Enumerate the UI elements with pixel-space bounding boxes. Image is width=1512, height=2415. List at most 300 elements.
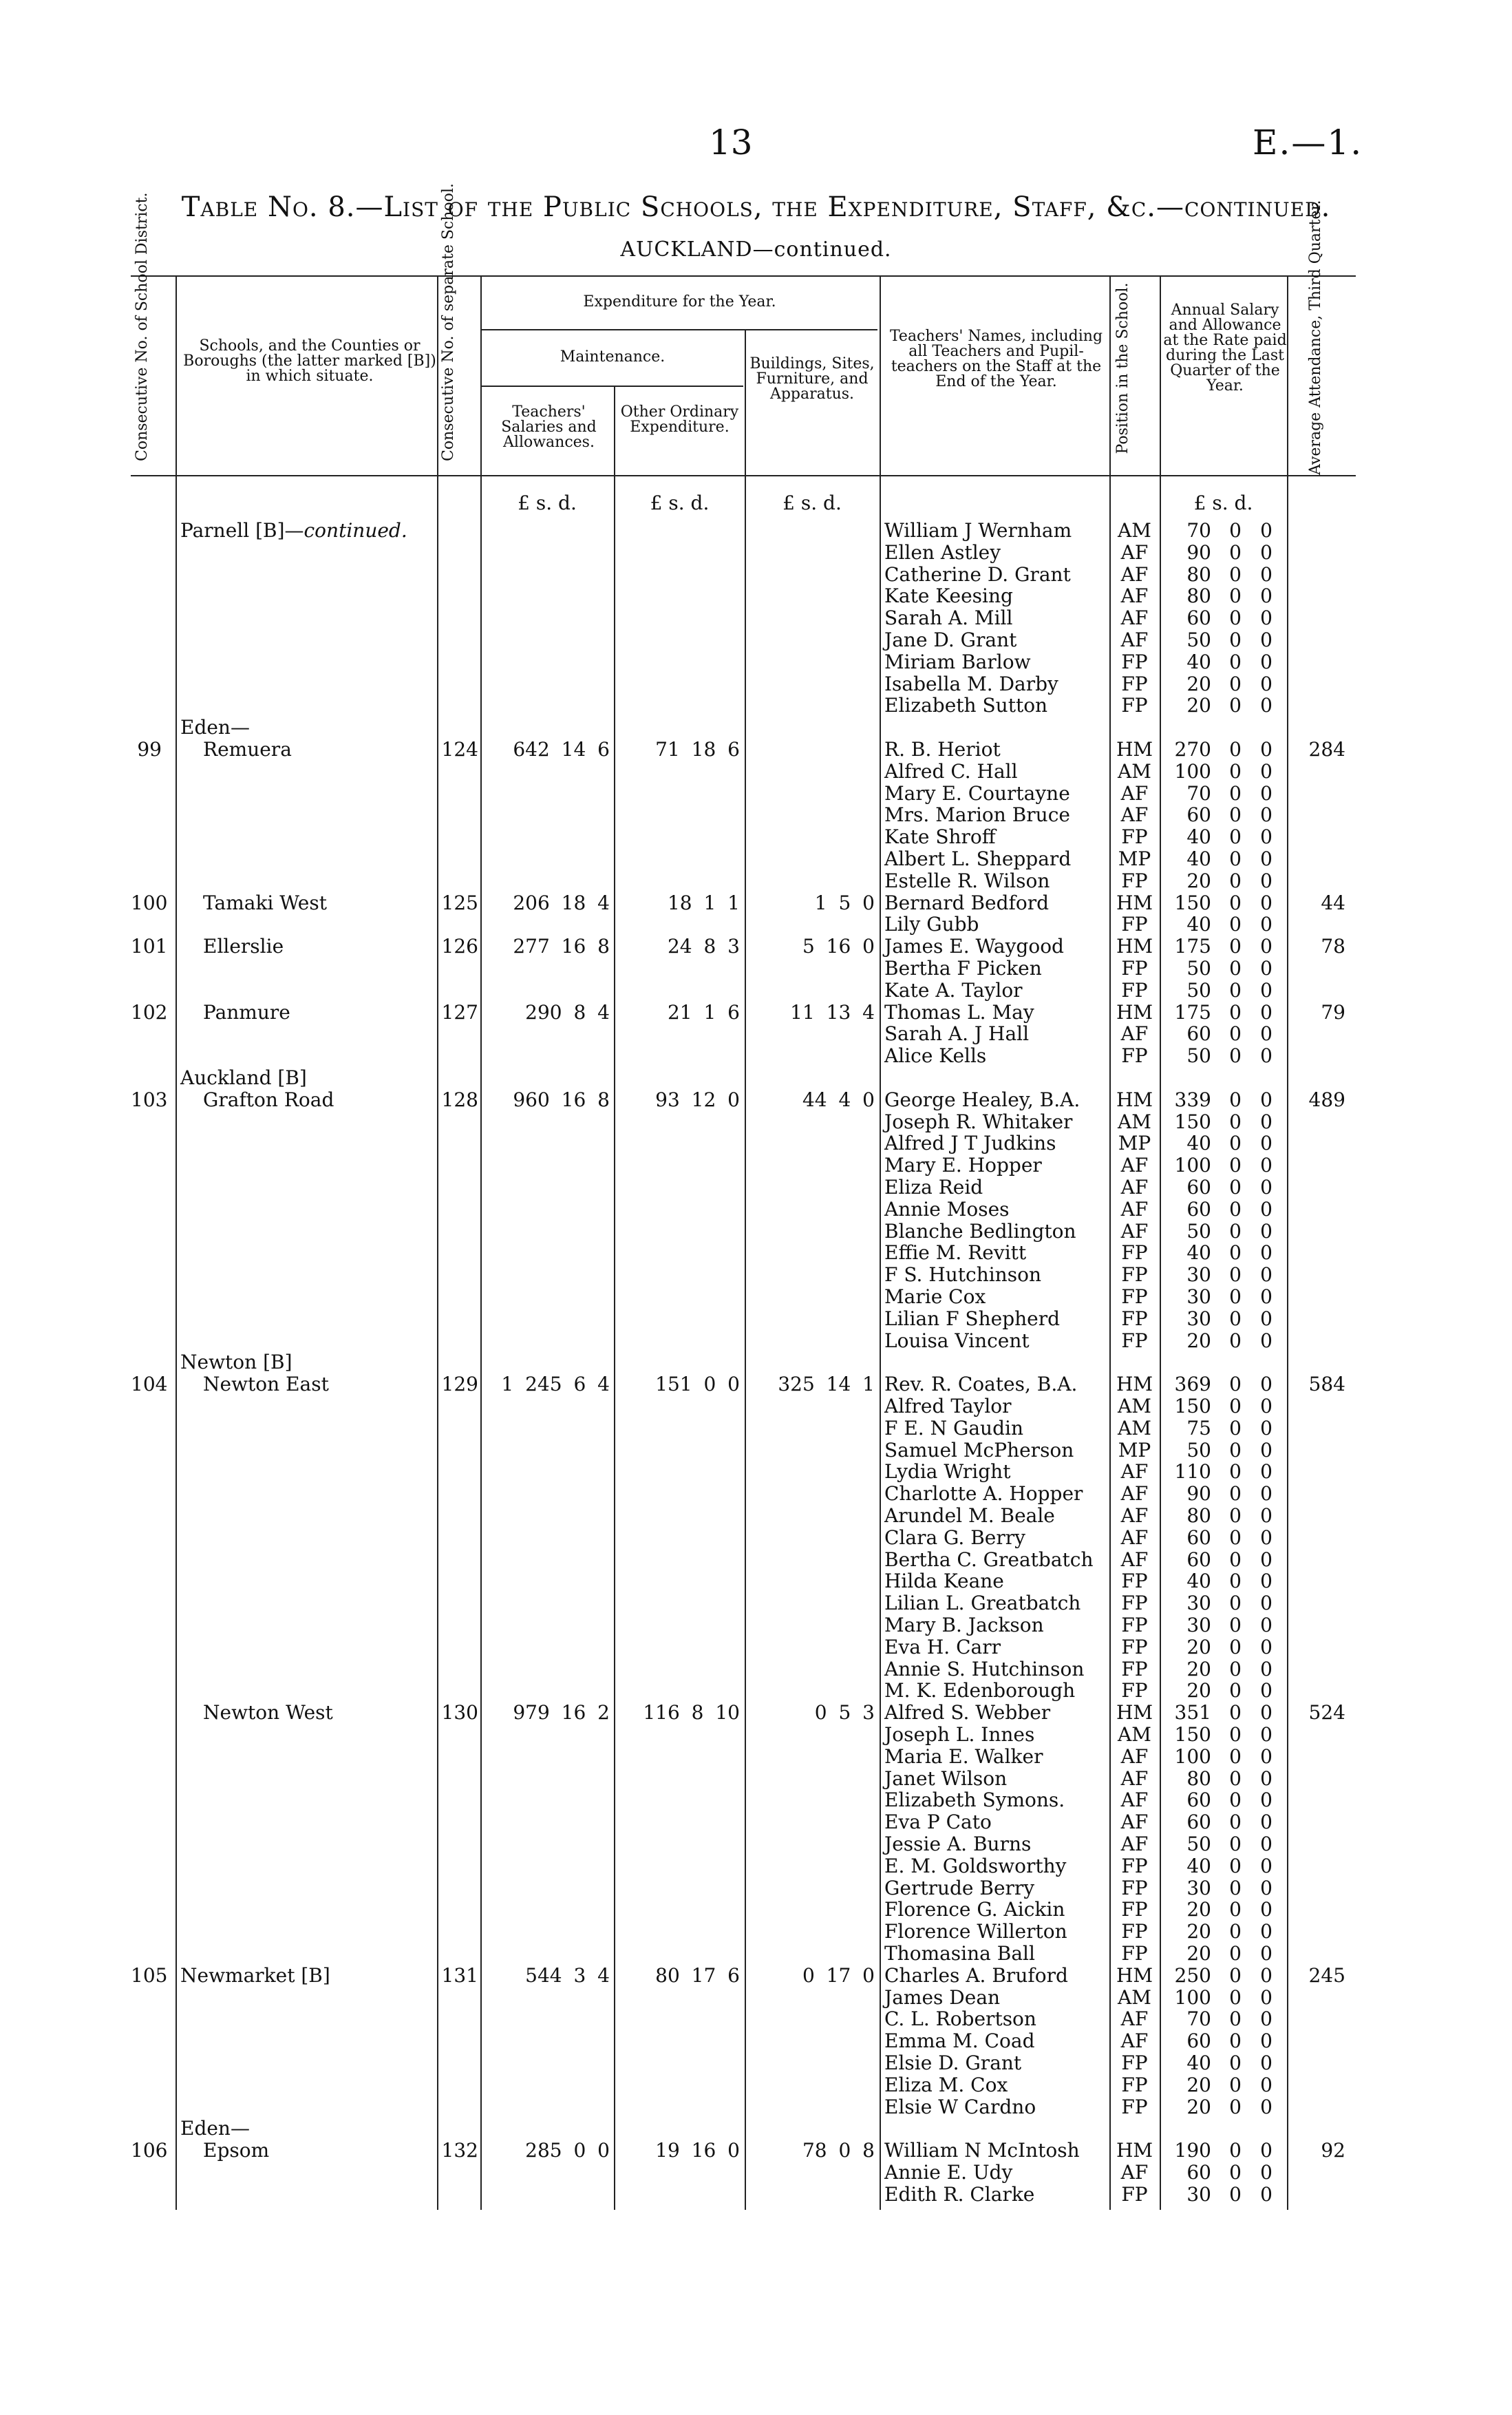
salary-shillings: 0	[1229, 2095, 1242, 2118]
salary-shillings: 0	[1229, 781, 1242, 805]
teacher-position: AF	[1120, 540, 1149, 564]
school-number: 126	[441, 935, 478, 958]
teacher-position: AM	[1118, 1416, 1151, 1439]
salary-pounds: 110	[1174, 1460, 1211, 1484]
teacher-position: HM	[1116, 1088, 1153, 1111]
salary-shillings: 0	[1229, 540, 1242, 564]
buildings-units: £ s. d.	[782, 492, 842, 514]
header-position: Position in the School.	[1114, 282, 1131, 454]
teacher-name: Kate Shroff	[884, 825, 996, 849]
salary-pence: 0	[1260, 519, 1273, 542]
salary-pounds: 60	[1186, 1548, 1211, 1571]
salary-pence: 0	[1260, 629, 1273, 651]
salary-pounds: 20	[1186, 869, 1211, 892]
teacher-position: FP	[1121, 869, 1148, 892]
salary-pounds: 60	[1186, 1176, 1211, 1199]
teacher-name: Joseph L. Innes	[884, 1723, 1035, 1746]
salary-pence: 0	[1260, 1000, 1273, 1024]
header-attendance: Average Attendance, Third Quarter.	[1307, 200, 1324, 475]
teacher-name: Bernard Bedford	[884, 891, 1050, 914]
salary-shillings: 0	[1229, 1504, 1242, 1527]
salary-pounds: 175	[1174, 1000, 1211, 1024]
teacher-position: AF	[1120, 1789, 1149, 1812]
teacher-name: Effie M. Revitt	[884, 1241, 1027, 1265]
salary-pounds: 30	[1186, 1592, 1211, 1615]
teacher-name: Estelle R. Wilson	[884, 869, 1050, 892]
salary-pounds: 40	[1186, 825, 1211, 849]
salary-pence: 0	[1260, 1438, 1273, 1462]
teacher-position: MP	[1118, 1132, 1151, 1155]
salary-shillings: 0	[1229, 1219, 1242, 1243]
teacher-position: AF	[1120, 1460, 1149, 1484]
teacher-name: Clara G. Berry	[884, 1526, 1025, 1549]
buildings-expenditure: 44 4 0	[802, 1088, 875, 1111]
salary-shillings: 0	[1229, 1876, 1242, 1899]
salary-pounds: 30	[1186, 1285, 1211, 1308]
salary-pounds: 100	[1174, 1744, 1211, 1768]
teacher-position: FP	[1121, 978, 1148, 1002]
salary-pounds: 175	[1174, 935, 1211, 958]
salary-pounds: 50	[1186, 957, 1211, 980]
salary-pounds: 80	[1186, 1504, 1211, 1527]
county-name: Eden—	[180, 2117, 250, 2140]
salary-pence: 0	[1260, 781, 1273, 805]
average-attendance: 584	[1308, 1373, 1345, 1396]
other-expenditure: 21 1 6	[667, 1000, 740, 1024]
teachers-salaries: 979 16 2	[513, 1701, 610, 1725]
teacher-position: AM	[1118, 759, 1151, 783]
teachers-salaries: 1 245 6 4	[501, 1373, 610, 1396]
teacher-name: Bertha F Picken	[884, 957, 1042, 980]
page-reference: E.—1.	[1253, 123, 1363, 162]
teacher-name: Thomasina Ball	[884, 1942, 1035, 1965]
salary-pounds: 50	[1186, 629, 1211, 651]
school-name: Newton East	[203, 1373, 329, 1396]
teacher-position: AF	[1120, 781, 1149, 805]
teacher-name: Florence Willerton	[884, 1920, 1067, 1943]
teacher-name: Joseph R. Whitaker	[884, 1110, 1073, 1133]
teacher-name: Maria E. Walker	[884, 1744, 1043, 1768]
teacher-name: Alfred J T Judkins	[884, 1132, 1056, 1155]
salary-shillings: 0	[1229, 978, 1242, 1002]
salary-shillings: 0	[1229, 650, 1242, 673]
salary-shillings: 0	[1229, 803, 1242, 827]
teacher-name: Eva H. Carr	[884, 1635, 1001, 1658]
salary-shillings: 0	[1229, 1789, 1242, 1812]
salary-shillings: 0	[1229, 1811, 1242, 1834]
school-number: 132	[441, 2139, 478, 2162]
teacher-name: Alfred Taylor	[884, 1395, 1012, 1417]
teacher-name: Edith R. Clarke	[884, 2182, 1035, 2206]
teacher-name: Lilian F Shepherd	[884, 1307, 1061, 1330]
salary-pence: 0	[1260, 1833, 1273, 1855]
salary-shillings: 0	[1229, 562, 1242, 586]
teacher-name: Gertrude Berry	[884, 1876, 1035, 1899]
salary-shillings: 0	[1229, 694, 1242, 717]
salary-pounds: 60	[1186, 803, 1211, 827]
salary-shillings: 0	[1229, 847, 1242, 870]
salary-shillings: 0	[1229, 1854, 1242, 1877]
average-attendance: 79	[1321, 1000, 1345, 1024]
district-number: 104	[131, 1373, 168, 1396]
teacher-name: Lilian L. Greatbatch	[884, 1592, 1081, 1615]
teacher-position: FP	[1121, 1657, 1148, 1680]
teacher-name: Annie E. Udy	[884, 2161, 1013, 2184]
other-expenditure: 151 0 0	[655, 1373, 740, 1396]
header-expenditure: Expenditure for the Year.	[583, 293, 776, 310]
salary-pence: 0	[1260, 2007, 1273, 2031]
salary-pence: 0	[1260, 1219, 1273, 1243]
salary-pence: 0	[1260, 1942, 1273, 1965]
teacher-name: F E. N Gaudin	[884, 1416, 1023, 1439]
salary-pence: 0	[1260, 1110, 1273, 1133]
other-expenditure: 24 8 3	[667, 935, 740, 958]
salary-shillings: 0	[1229, 2052, 1242, 2074]
teacher-position: AF	[1120, 584, 1149, 608]
teacher-position: AF	[1120, 1526, 1149, 1549]
teacher-position: FP	[1121, 825, 1148, 849]
salary-pence: 0	[1260, 650, 1273, 673]
other-expenditure: 19 16 0	[655, 2139, 740, 2162]
salary-shillings: 0	[1229, 1416, 1242, 1439]
teacher-name: Thomas L. May	[884, 1000, 1034, 1024]
salary-pence: 0	[1260, 562, 1273, 586]
county-name: Auckland [B]	[180, 1066, 307, 1089]
salary-shillings: 0	[1229, 1241, 1242, 1265]
header-other-expenditure: Other Ordinary Expenditure.	[620, 403, 739, 436]
teacher-name: Elsie W Cardno	[884, 2095, 1036, 2118]
salary-shillings: 0	[1229, 1263, 1242, 1287]
header-school-no: Consecutive No. of separate School.	[440, 183, 457, 461]
teacher-name: Kate Keesing	[884, 584, 1013, 608]
school-number: 127	[441, 1000, 478, 1024]
salary-pence: 0	[1260, 847, 1273, 870]
school-name: Parnell [B]—continued.	[180, 519, 407, 542]
salary-shillings: 0	[1229, 672, 1242, 695]
other-expenditure: 80 17 6	[655, 1963, 740, 1987]
salary-pence: 0	[1260, 825, 1273, 849]
salary-shillings: 0	[1229, 584, 1242, 608]
salary-pounds: 40	[1186, 1132, 1211, 1155]
teacher-position: AF	[1120, 1219, 1149, 1243]
salary-pence: 0	[1260, 1592, 1273, 1615]
salary-pounds: 150	[1174, 1395, 1211, 1417]
school-number: 125	[441, 891, 478, 914]
salary-shillings: 0	[1229, 1307, 1242, 1330]
teacher-name: William J Wernham	[884, 519, 1072, 542]
salary-pence: 0	[1260, 1044, 1273, 1068]
teacher-name: Annie Moses	[884, 1197, 1010, 1221]
teacher-position: FP	[1121, 1329, 1148, 1352]
salary-shillings: 0	[1229, 2139, 1242, 2162]
salary-pence: 0	[1260, 1241, 1273, 1265]
salary-shillings: 0	[1229, 1767, 1242, 1790]
district-number: 101	[131, 935, 168, 958]
salary-pounds: 150	[1174, 1723, 1211, 1746]
salary-pence: 0	[1260, 1657, 1273, 1680]
header-teachers-salaries: Teachers' Salaries and Allowances.	[501, 403, 597, 451]
salary-pounds: 50	[1186, 1044, 1211, 1068]
salary-pence: 0	[1260, 1548, 1273, 1571]
teacher-position: FP	[1121, 1876, 1148, 1899]
salary-pence: 0	[1260, 2052, 1273, 2074]
salary-shillings: 0	[1229, 1482, 1242, 1506]
average-attendance: 524	[1308, 1701, 1345, 1725]
teachers-salaries: 206 18 4	[513, 891, 610, 914]
teacher-name: Annie S. Hutchinson	[884, 1657, 1085, 1680]
teacher-name: R. B. Heriot	[884, 738, 1001, 761]
salary-pence: 0	[1260, 1723, 1273, 1746]
salary-shillings: 0	[1229, 1744, 1242, 1768]
teacher-name: Miriam Barlow	[884, 650, 1031, 673]
school-number: 131	[441, 1963, 478, 1987]
salary-shillings: 0	[1229, 1833, 1242, 1855]
school-name: Tamaki West	[203, 891, 327, 914]
salary-pounds: 339	[1174, 1088, 1211, 1111]
other-expenditure: 116 8 10	[643, 1701, 740, 1725]
teacher-position: HM	[1116, 738, 1153, 761]
salary-pounds: 20	[1186, 694, 1211, 717]
column-rule	[480, 275, 482, 2210]
teacher-name: Jessie A. Burns	[884, 1833, 1032, 1855]
salary-pounds: 60	[1186, 607, 1211, 630]
salary-pence: 0	[1260, 1197, 1273, 1221]
salary-pounds: 40	[1186, 1241, 1211, 1265]
teacher-name: Isabella M. Darby	[884, 672, 1058, 695]
salary-pence: 0	[1260, 1854, 1273, 1877]
salary-shillings: 0	[1229, 1132, 1242, 1155]
teacher-position: FP	[1121, 913, 1148, 936]
teacher-name: Mary E. Courtayne	[884, 781, 1070, 805]
teacher-name: Alfred S. Webber	[884, 1701, 1051, 1725]
teacher-name: Florence G. Aickin	[884, 1898, 1065, 1921]
salary-pounds: 80	[1186, 584, 1211, 608]
salary-pence: 0	[1260, 738, 1273, 761]
salary-shillings: 0	[1229, 1110, 1242, 1133]
other-units: £ s. d.	[650, 492, 710, 514]
salary-pounds: 20	[1186, 1329, 1211, 1352]
teacher-position: FP	[1121, 1854, 1148, 1877]
teacher-name: Bertha C. Greatbatch	[884, 1548, 1094, 1571]
district-number: 103	[131, 1088, 168, 1111]
salaries-units: £ s. d.	[518, 492, 577, 514]
salary-pounds: 70	[1186, 781, 1211, 805]
teacher-name: M. K. Edenborough	[884, 1679, 1076, 1702]
school-name: Ellerslie	[203, 935, 284, 958]
teacher-position: FP	[1121, 1592, 1148, 1615]
salary-pounds: 100	[1174, 1985, 1211, 2009]
maintenance-rule	[482, 386, 743, 387]
salary-pence: 0	[1260, 1963, 1273, 1987]
teacher-position: AF	[1120, 1154, 1149, 1177]
teacher-position: AF	[1120, 1022, 1149, 1046]
teacher-position: AF	[1120, 2029, 1149, 2053]
salary-pounds: 60	[1186, 1811, 1211, 1834]
salary-pounds: 50	[1186, 978, 1211, 1002]
other-expenditure: 71 18 6	[655, 738, 740, 761]
salary-pounds: 50	[1186, 1219, 1211, 1243]
salary-shillings: 0	[1229, 913, 1242, 936]
average-attendance: 284	[1308, 738, 1345, 761]
salary-pence: 0	[1260, 1416, 1273, 1439]
salary-shillings: 0	[1229, 1614, 1242, 1636]
buildings-expenditure: 1 5 0	[814, 891, 875, 914]
salary-shillings: 0	[1229, 1635, 1242, 1658]
column-rule	[745, 329, 746, 2210]
school-name: Panmure	[203, 1000, 290, 1024]
salary-shillings: 0	[1229, 1438, 1242, 1462]
salary-shillings: 0	[1229, 1679, 1242, 1702]
teacher-name: Eliza Reid	[884, 1176, 983, 1199]
salary-pounds: 80	[1186, 1767, 1211, 1790]
buildings-expenditure: 78 0 8	[802, 2139, 875, 2162]
teacher-position: AF	[1120, 2161, 1149, 2184]
average-attendance: 92	[1321, 2139, 1345, 2162]
column-rule	[437, 275, 438, 2210]
teacher-name: Eliza M. Cox	[884, 2073, 1008, 2096]
teacher-position: HM	[1116, 1963, 1153, 1987]
salary-pence: 0	[1260, 1263, 1273, 1287]
header-bottom-rule	[131, 475, 1356, 476]
school-name: Newmarket [B]	[180, 1963, 330, 1987]
salary-units: £ s. d.	[1193, 492, 1253, 514]
salary-pounds: 60	[1186, 1526, 1211, 1549]
teacher-position: FP	[1121, 672, 1148, 695]
salary-pounds: 60	[1186, 1789, 1211, 1812]
header-top-rule	[131, 275, 1356, 277]
average-attendance: 489	[1308, 1088, 1345, 1111]
school-name: Newton West	[203, 1701, 333, 1725]
table-title: Table No. 8.—List of the Public Schools, the Expenditure, Staff, &c.—continued.	[181, 191, 1331, 223]
teacher-name: Janet Wilson	[884, 1767, 1008, 1790]
salary-shillings: 0	[1229, 1022, 1242, 1046]
teacher-name: Lydia Wright	[884, 1460, 1011, 1484]
teacher-name: Arundel M. Beale	[884, 1504, 1055, 1527]
teacher-position: FP	[1121, 1898, 1148, 1921]
teacher-name: Rev. R. Coates, B.A.	[884, 1373, 1078, 1396]
salary-pounds: 90	[1186, 1482, 1211, 1506]
buildings-expenditure: 0 5 3	[814, 1701, 875, 1725]
salary-pence: 0	[1260, 540, 1273, 564]
school-number: 130	[441, 1701, 478, 1725]
salary-pounds: 40	[1186, 650, 1211, 673]
teacher-position: HM	[1116, 1373, 1153, 1396]
salary-shillings: 0	[1229, 2161, 1242, 2184]
salary-shillings: 0	[1229, 1592, 1242, 1615]
salary-shillings: 0	[1229, 1942, 1242, 1965]
salary-pounds: 20	[1186, 1635, 1211, 1658]
district-number: 99	[137, 738, 162, 761]
teacher-name: Samuel McPherson	[884, 1438, 1074, 1462]
salary-pence: 0	[1260, 1789, 1273, 1812]
teacher-position: FP	[1121, 1614, 1148, 1636]
teacher-position: FP	[1121, 1263, 1148, 1287]
other-expenditure: 93 12 0	[655, 1088, 740, 1111]
teacher-position: AM	[1118, 1110, 1151, 1133]
salary-pence: 0	[1260, 869, 1273, 892]
teachers-salaries: 285 0 0	[525, 2139, 610, 2162]
teacher-position: AM	[1118, 1395, 1151, 1417]
buildings-expenditure: 0 17 0	[802, 1963, 875, 1987]
teacher-name: Kate A. Taylor	[884, 978, 1023, 1002]
salary-shillings: 0	[1229, 629, 1242, 651]
header-maintenance: Maintenance.	[560, 348, 666, 366]
teacher-position: FP	[1121, 2182, 1148, 2206]
salary-pounds: 30	[1186, 1876, 1211, 1899]
teacher-name: George Healey, B.A.	[884, 1088, 1080, 1111]
salary-shillings: 0	[1229, 738, 1242, 761]
teacher-name: Alice Kells	[884, 1044, 987, 1068]
salary-pounds: 20	[1186, 1920, 1211, 1943]
salary-pence: 0	[1260, 2029, 1273, 2053]
teacher-position: FP	[1121, 1241, 1148, 1265]
salary-pence: 0	[1260, 1373, 1273, 1396]
salary-pence: 0	[1260, 1811, 1273, 1834]
salary-shillings: 0	[1229, 1963, 1242, 1987]
teacher-name: Mary B. Jackson	[884, 1614, 1044, 1636]
school-number: 129	[441, 1373, 478, 1396]
salary-shillings: 0	[1229, 869, 1242, 892]
salary-shillings: 0	[1229, 891, 1242, 914]
header-district-no: Consecutive No. of School District.	[134, 192, 151, 461]
teacher-name: Lily Gubb	[884, 913, 979, 936]
salary-pence: 0	[1260, 2182, 1273, 2206]
salary-pounds: 100	[1174, 759, 1211, 783]
salary-pence: 0	[1260, 2139, 1273, 2162]
teacher-position: FP	[1121, 1307, 1148, 1330]
salary-pence: 0	[1260, 1154, 1273, 1177]
salary-pence: 0	[1260, 1701, 1273, 1725]
header-annual-salary: Annual Salary and Allowance at the Rate paid during the Last Quarter of the Year.	[1163, 302, 1287, 394]
salary-pence: 0	[1260, 1635, 1273, 1658]
salary-pounds: 150	[1174, 891, 1211, 914]
expenditure-rule	[482, 329, 877, 330]
salary-pounds: 20	[1186, 1657, 1211, 1680]
column-rule	[880, 275, 881, 2210]
salary-shillings: 0	[1229, 825, 1242, 849]
salary-pounds: 70	[1186, 519, 1211, 542]
salary-shillings: 0	[1229, 1000, 1242, 1024]
salary-pence: 0	[1260, 1329, 1273, 1352]
salary-pence: 0	[1260, 1570, 1273, 1593]
teacher-name: C. L. Robertson	[884, 2007, 1036, 2031]
salary-pounds: 30	[1186, 1614, 1211, 1636]
teacher-position: HM	[1116, 2139, 1153, 2162]
salary-pounds: 60	[1186, 1197, 1211, 1221]
teacher-name: Jane D. Grant	[884, 629, 1017, 651]
salary-shillings: 0	[1229, 1395, 1242, 1417]
teachers-salaries: 642 14 6	[513, 738, 610, 761]
teacher-name: Elsie D. Grant	[884, 2052, 1022, 2074]
salary-pounds: 20	[1186, 1898, 1211, 1921]
teacher-position: AF	[1120, 2007, 1149, 2031]
column-rule	[1160, 275, 1161, 2210]
teacher-position: AF	[1120, 1482, 1149, 1506]
salary-pence: 0	[1260, 1132, 1273, 1155]
teacher-name: Emma M. Coad	[884, 2029, 1035, 2053]
teacher-name: E. M. Goldsworthy	[884, 1854, 1067, 1877]
county-name: Newton [B]	[180, 1351, 292, 1374]
teacher-position: FP	[1121, 2052, 1148, 2074]
header-buildings: Buildings, Sites, Furniture, and Apparatus.	[749, 355, 875, 403]
teacher-name: Louisa Vincent	[884, 1329, 1030, 1352]
teacher-name: Blanche Bedlington	[884, 1219, 1076, 1243]
teacher-name: Marie Cox	[884, 1285, 986, 1308]
salary-pounds: 40	[1186, 913, 1211, 936]
teacher-position: FP	[1121, 1920, 1148, 1943]
teacher-position: AF	[1120, 1767, 1149, 1790]
column-rule	[1287, 275, 1288, 2210]
